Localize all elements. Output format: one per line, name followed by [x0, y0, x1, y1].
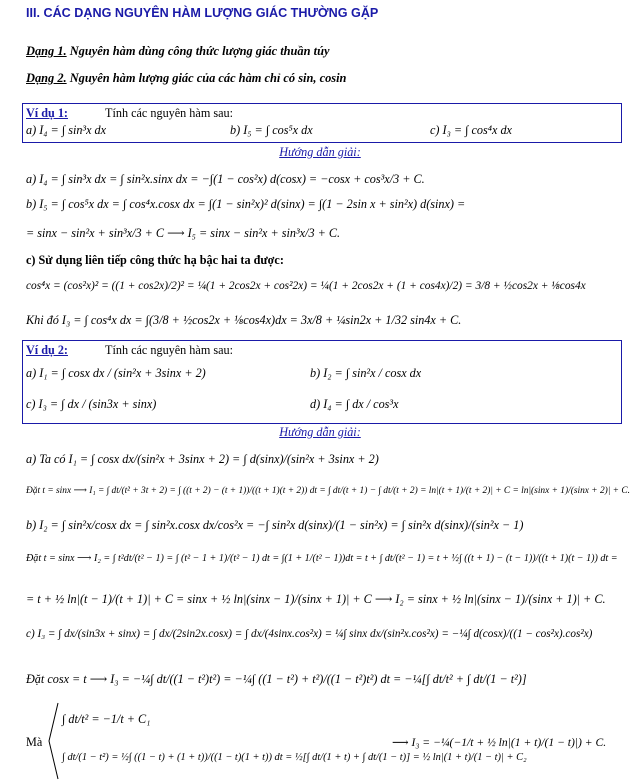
- example2-header: [26, 343, 233, 357]
- example2-prompt: Tính các nguyên hàm sau:: [105, 343, 233, 357]
- solution2-b-line2: Đặt t = sinx ⟶ I₂ = ∫ t²dt/(t² − 1) = ∫ (t² − 1 + 1)/(t² − 1) dt = ∫(1 + 1/(t² − 1))dt = t + ∫ dt/(t² − 1) = t + ½∫ ((t + 1) − (t − 1))/((t + 1)(t − 1)) dt =: [26, 553, 618, 564]
- dang1-text: Nguyên hàm dùng công thức lượng giác thuần túy: [69, 44, 330, 58]
- example1-b: b) I₅ = ∫ cos⁵x dx: [230, 123, 313, 137]
- solution2-c-line1: c) I₃ = ∫ dx/(sin3x + sinx) = ∫ dx/(2sin2x.cosx) = ∫ dx/(4sinx.cos²x) = ¼∫ sinx dx/(sin²x.cos²x) = −¼∫ d(cosx)/((1 − cos²x).cos²x): [26, 628, 593, 640]
- example2-c: c) I₃ = ∫ dx / (sin3x + sinx): [26, 397, 157, 411]
- section-title: III. CÁC DẠNG NGUYÊN HÀM LƯỢNG GIÁC THƯỜNG GẶP: [26, 6, 379, 20]
- dang2-text: Nguyên hàm lượng giác của các hàm chỉ có sin, cosin: [69, 71, 347, 85]
- dang1-label: Dạng 1.: [26, 44, 67, 58]
- solution2-b-line3: = t + ½ ln|(t − 1)/(t + 1)| + C = sinx + ½ ln|(sinx − 1)/(sinx + 1)| + C ⟶ I₂ = sinx + ½ ln|(sinx − 1)/(sinx + 1)| + C.: [26, 592, 606, 606]
- ma-result: ⟶ I₃ = −¼(−1/t + ½ ln|(1 + t)/(1 − t)|) + C.: [392, 736, 607, 749]
- solution1-c-intro: c) Sử dụng liên tiếp công thức hạ bậc hai ta được:: [26, 253, 284, 267]
- example2-b: b) I₂ = ∫ sin²x / cosx dx: [310, 366, 422, 380]
- ma-equation-1: ∫ dt/t² = −1/t + C₁: [62, 712, 151, 726]
- solution2-a-line2: Đặt t = sinx ⟶ I₁ = ∫ dt/(t² + 3t + 2) = ∫ ((t + 2) − (t + 1))/((t + 1)(t + 2)) dt = ∫ dt/(t + 1) − ∫ dt/(t + 2) = ln|(t + 1)/(t + 2)| + C = ln|(sinx + 1)/(sinx + 2)| + C.: [26, 486, 630, 496]
- solution2-c-line2: Đặt cosx = t ⟶ I₃ = −¼∫ dt/((1 − t²)t²) = −¼∫ ((1 − t²) + t²)/((1 − t²)t²) dt = −¼[∫ dt/t² + ∫ dt/(1 − t²)]: [26, 672, 527, 686]
- example2-title: Ví dụ 2:: [26, 343, 68, 357]
- ma-label: Mà: [26, 735, 43, 749]
- system-brace-icon: [46, 702, 60, 780]
- example1-c: c) I₃ = ∫ cos⁴x dx: [430, 123, 512, 137]
- example1-a: a) I₄ = ∫ sin³x dx: [26, 123, 107, 137]
- solution1-a: a) I₄ = ∫ sin³x dx = ∫ sin²x.sinx dx = −∫(1 − cos²x) d(cosx) = −cosx + cos³x/3 + C.: [26, 172, 425, 186]
- solution1-c-line1: cos⁴x = (cos²x)² = ((1 + cos2x)/2)² = ¼(1 + 2cos2x + cos²2x) = ¼(1 + 2cos2x + (1 + cos4x)/2) = 3/8 + ½cos2x + ⅛cos4x: [26, 280, 586, 292]
- dang2-heading: [26, 71, 346, 85]
- guide-label-1: Hướng dẫn giải:: [279, 145, 361, 159]
- solution1-b-line2: = sinx − sin²x + sin³x/3 + C ⟶ I₅ = sinx − sin²x + sin³x/3 + C.: [26, 226, 341, 240]
- example1-header: [26, 106, 233, 120]
- dang1-heading: [26, 44, 329, 58]
- solution1-b-line1: b) I₅ = ∫ cos⁵x dx = ∫ cos⁴x.cosx dx = ∫(1 − sin²x)² d(sinx) = ∫(1 − 2sin x + sin²x) d(sinx) =: [26, 197, 466, 211]
- example2-a: a) I₁ = ∫ cosx dx / (sin²x + 3sinx + 2): [26, 366, 206, 380]
- solution1-c-line2: Khi đó I₃ = ∫ cos⁴x dx = ∫(3/8 + ½cos2x + ⅛cos4x)dx = 3x/8 + ¼sin2x + 1/32 sin4x + C.: [26, 313, 462, 327]
- example1-title: Ví dụ 1:: [26, 106, 68, 120]
- solution2-b-line1: b) I₂ = ∫ sin²x/cosx dx = ∫ sin²x.cosx dx/cos²x = −∫ sin²x d(sinx)/(1 − sin²x) = ∫ sin²x d(sinx)/(sin²x − 1): [26, 518, 524, 532]
- dang2-label: Dạng 2.: [26, 71, 67, 85]
- example1-prompt: Tính các nguyên hàm sau:: [105, 106, 233, 120]
- example2-d: d) I₄ = ∫ dx / cos³x: [310, 397, 399, 411]
- solution2-a-line1: a) Ta có I₁ = ∫ cosx dx/(sin²x + 3sinx + 2) = ∫ d(sinx)/(sin²x + 3sinx + 2): [26, 452, 379, 466]
- guide-label-2: Hướng dẫn giải:: [279, 425, 361, 439]
- ma-equation-2: ∫ dt/(1 − t²) = ½∫ ((1 − t) + (1 + t))/((1 − t)(1 + t)) dt = ½[∫ dt/(1 + t) + ∫ dt/(1 − t)] = ½ ln|(1 + t)/(1 − t)| + C₂: [62, 752, 527, 763]
